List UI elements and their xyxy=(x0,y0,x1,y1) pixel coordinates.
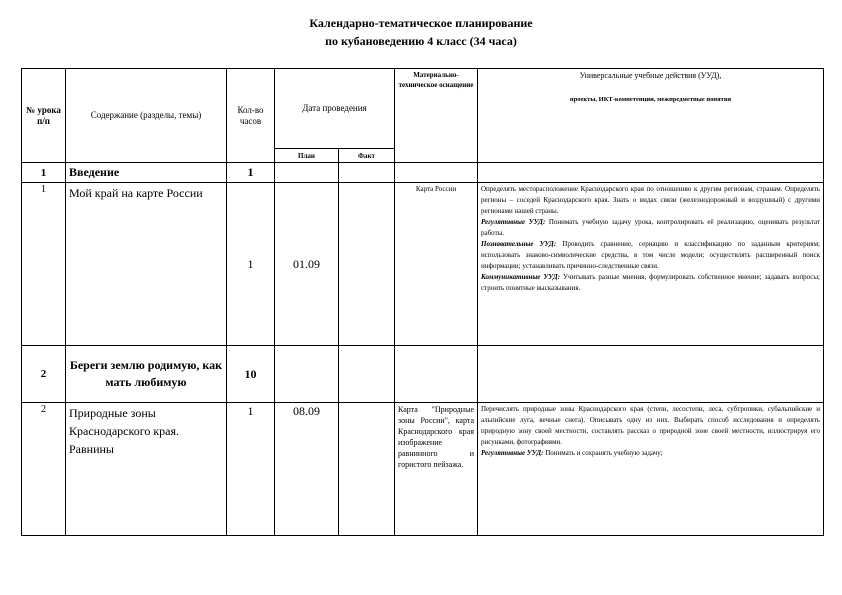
section-row xyxy=(22,346,824,403)
lesson-num: 1 xyxy=(22,183,66,346)
lesson-topic: Природные зоны Краснодарского края. Равнины xyxy=(66,403,227,536)
section-hours: 1 xyxy=(227,163,275,183)
uud-regulative-label: Регулятивные УУД: xyxy=(481,449,544,457)
lesson-date-plan: 08.09 xyxy=(275,403,339,536)
header-uud xyxy=(478,69,824,163)
section-title: Береги землю родимую, как мать любимую xyxy=(66,346,227,403)
lesson-row xyxy=(22,183,824,346)
section-num: 1 xyxy=(22,163,66,183)
uud-regulative-text: Понимать учебную задачу урока, контролировать её реализацию, оценивать результат работы. xyxy=(481,218,821,237)
lesson-hours: 1 xyxy=(227,183,275,346)
section-hours: 10 xyxy=(227,346,275,403)
header-fakt: Факт xyxy=(339,149,395,163)
header-uud-subtitle: проекты, ИКТ-компетенции, межпредметные понятия xyxy=(569,96,732,103)
lesson-date-fakt xyxy=(339,403,395,536)
planning-table xyxy=(21,68,824,536)
lesson-date-plan: 01.09 xyxy=(275,183,339,346)
uud-regulative-label: Регулятивные УУД: xyxy=(481,218,546,226)
lesson-uud xyxy=(478,183,824,346)
header-num: № урока п/п xyxy=(22,69,66,163)
lesson-topic: Мой край на карте России xyxy=(66,183,227,346)
lesson-hours: 1 xyxy=(227,403,275,536)
uud-subject-text: Перечислять природные зоны Краснодарского края (степи, лесостепи, леса, субтропики, субальпийские и альпийские луга, вечные снега). Описывать одну из них. Выбирать способ исследования и определять природную зону своей местности, составлять рассказ о природной зоне своей местности, иллюстрируя его рисунками, фотографиями. xyxy=(481,405,820,446)
header-material: Материально-техническое оснащение xyxy=(395,69,478,163)
lesson-num: 2 xyxy=(22,403,66,536)
uud-communicative-label: Коммуникативные УУД: xyxy=(481,273,560,281)
header-plan: План xyxy=(275,149,339,163)
header-hours: Кол-во часов xyxy=(227,69,275,163)
section-title: Введение xyxy=(66,163,227,183)
table-header-row xyxy=(22,69,824,149)
header-date: Дата проведения xyxy=(275,69,395,149)
lesson-material: Карта России xyxy=(395,183,478,346)
lesson-material: Карта "Природные зоны России", карта Краснодарского края изображение равнинного и гористого пейзажа. xyxy=(395,403,478,536)
uud-subject-text: Определять месторасположение Краснодарского края по отношению к другим регионам, странам. Определять регионы – соседей Краснодарского края. Знать о видах связи (железнодорожный и воздушный) с другими регионами нашей страны. xyxy=(481,185,820,215)
uud-regulative-text: Понимать и сохранять учебную задачу; xyxy=(545,449,663,457)
page-title: Календарно-тематическое планирование xyxy=(309,16,533,30)
uud-cognitive-text: Проводить сравнение, сериацию и классификацию по заданным критериям; использовать знаково-символические средства, в том числе модели; осуществлять расширенный поиск информации; устанавливать причинно-следственные связи. xyxy=(481,240,820,270)
uud-communicative-text: Учитывать разные мнения, формулировать собственное мнение; задавать вопросы; строить понятные высказывания. xyxy=(481,273,820,292)
lesson-uud xyxy=(478,403,824,536)
uud-cognitive-label: Познавательные УУД: xyxy=(481,240,557,248)
lesson-row xyxy=(22,403,824,536)
section-row xyxy=(22,163,824,183)
header-uud-title: Универсальные учебные действия (УУД), xyxy=(579,71,722,80)
section-num: 2 xyxy=(22,346,66,403)
page-subtitle: по кубановедению 4 класс (34 часа) xyxy=(325,34,517,48)
lesson-date-fakt xyxy=(339,183,395,346)
header-content: Содержание (разделы, темы) xyxy=(66,69,227,163)
